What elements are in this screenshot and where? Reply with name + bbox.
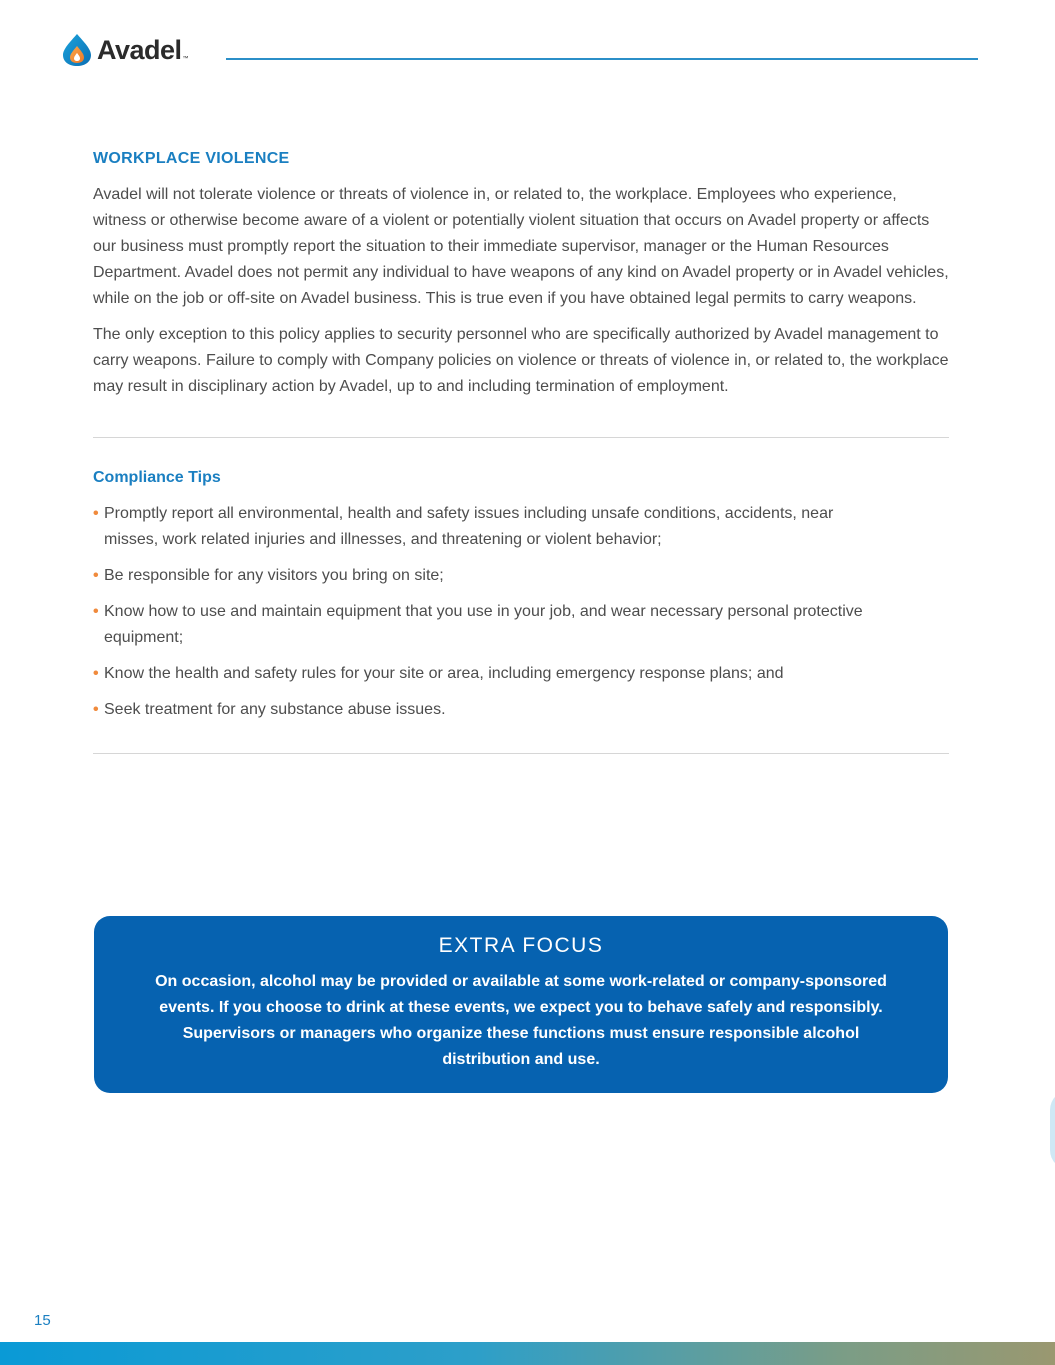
bullet-icon: • <box>93 701 99 718</box>
bullet-icon: • <box>93 665 99 682</box>
footer-bar <box>0 1342 1055 1365</box>
tip-text: Be responsible for any visitors you bring on site; <box>104 567 444 584</box>
section-paragraph-2: The only exception to this policy applies to security personnel who are specifically authorized by Avadel management to carry weapons. Failure to comply with Company policies on violence or threats of violence in, or related to, the workplace may result in disciplinary action by Avadel, up to and including termination of employment. <box>93 326 949 395</box>
avadel-logo <box>60 32 189 68</box>
main-content <box>93 148 949 754</box>
list-item <box>93 661 883 687</box>
list-item <box>93 563 883 589</box>
header-rule <box>226 58 978 60</box>
compliance-tips-list <box>93 501 883 723</box>
bullet-icon: • <box>93 567 99 584</box>
tip-text: Seek treatment for any substance abuse issues. <box>104 701 446 718</box>
avadel-drop-icon <box>60 33 94 67</box>
list-item <box>93 697 883 723</box>
logo-wordmark: Avadel <box>97 35 182 65</box>
tip-text: Know the health and safety rules for your site or area, including emergency response plans; and <box>104 665 784 682</box>
section-paragraph-1: Avadel will not tolerate violence or threats of violence in, or related to, the workplace. Employees who experience, witness or otherwise become aware of a violent or potentially violent situation that occurs on Avadel property or affects our business must promptly report the situation to their immediate supervisor, manager or the Human Resources Department. Avadel does not permit any individual to have weapons of any kind on Avadel property or in Avadel vehicles, while on the job or off-site on Avadel business. This is true even if you have obtained legal permits to carry weapons. <box>93 186 949 307</box>
page-header <box>0 0 1055 90</box>
logo-trademark: ™ <box>182 56 189 62</box>
bullet-icon: • <box>93 505 99 522</box>
divider-bottom <box>93 753 949 754</box>
decorative-side-arc <box>1050 1090 1055 1170</box>
extra-focus-title: EXTRA FOCUS <box>438 934 604 957</box>
extra-focus-text: On occasion, alcohol may be provided or available at some work-related or company-sponsored events. If you choose to drink at these events, we expect you to behave safely and responsibly. Supervisors or managers who organize these functions must ensure responsible alcohol distribution and use. <box>155 973 887 1068</box>
tip-text: Promptly report all environmental, health and safety issues including unsafe conditions, accidents, near misses, work related injuries and illnesses, and threatening or violent behavior; <box>104 505 834 548</box>
bullet-icon: • <box>93 603 99 620</box>
section-title: WORKPLACE VIOLENCE <box>93 150 290 167</box>
list-item <box>93 501 883 553</box>
list-item <box>93 599 883 651</box>
page-number: 15 <box>34 1312 51 1329</box>
tip-text: Know how to use and maintain equipment that you use in your job, and wear necessary personal protective equipment; <box>104 603 863 646</box>
compliance-tips-title: Compliance Tips <box>93 469 221 486</box>
extra-focus-box <box>94 916 948 1093</box>
